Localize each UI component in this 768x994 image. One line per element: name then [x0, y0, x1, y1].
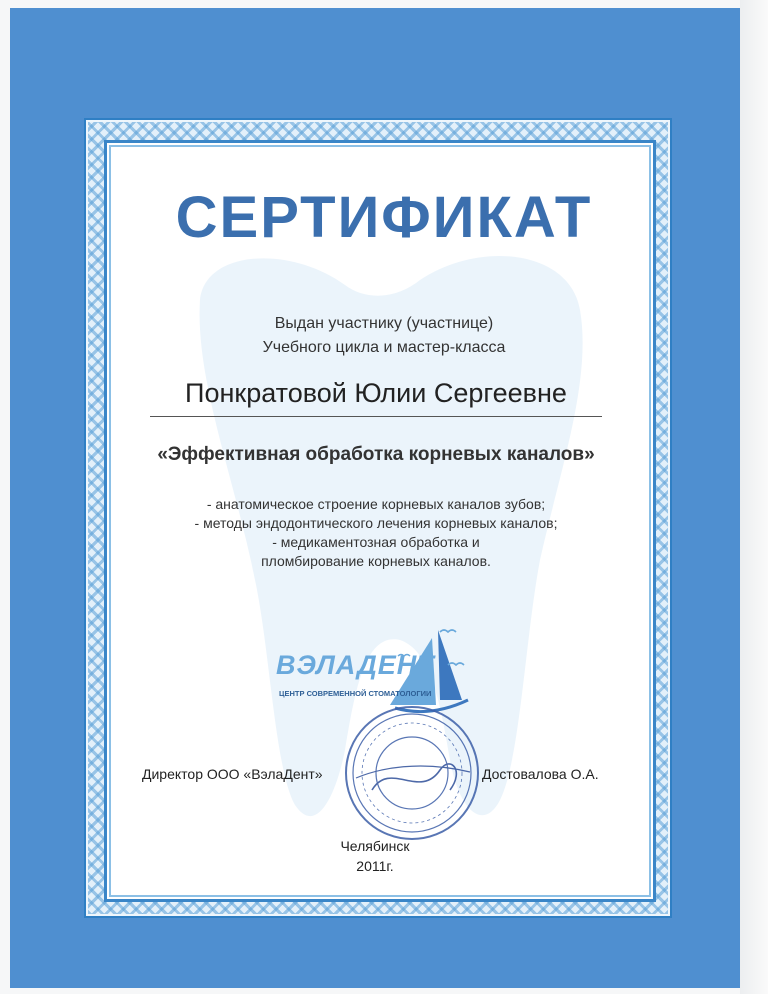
issue-year: 2011г. — [356, 858, 394, 874]
director-name: Достовалова О.А. — [482, 766, 599, 782]
course-title: «Эффективная обработка корневых каналов» — [157, 444, 595, 465]
issued-line-1: Выдан участнику (участнице) — [274, 315, 494, 332]
recipient-name: Понкратовой Юлии Сергеевне — [185, 378, 567, 408]
certificate-title: СЕРТИФИКАТ — [175, 185, 593, 250]
topic-item: - анатомическое строение корневых каналов зубов; — [206, 496, 546, 512]
director-label: Директор ООО «ВэлаДент» — [142, 766, 323, 782]
city-name: Челябинск — [340, 838, 410, 854]
footer-location — [0, 836, 750, 876]
logo-wordmark: ВЭЛАДЕНТ — [276, 650, 435, 680]
topic-item: - методы эндодонтического лечения корневых каналов; — [194, 515, 558, 531]
issued-line-2: Учебного цикла и мастер-класса — [262, 339, 506, 356]
topic-item: - медикаментозная обработка и — [272, 534, 480, 550]
topic-item: пломбирование корневых каналов. — [261, 553, 491, 569]
logo-tagline: ЦЕНТР СОВРЕМЕННОЙ СТОМАТОЛОГИИ — [279, 689, 432, 698]
